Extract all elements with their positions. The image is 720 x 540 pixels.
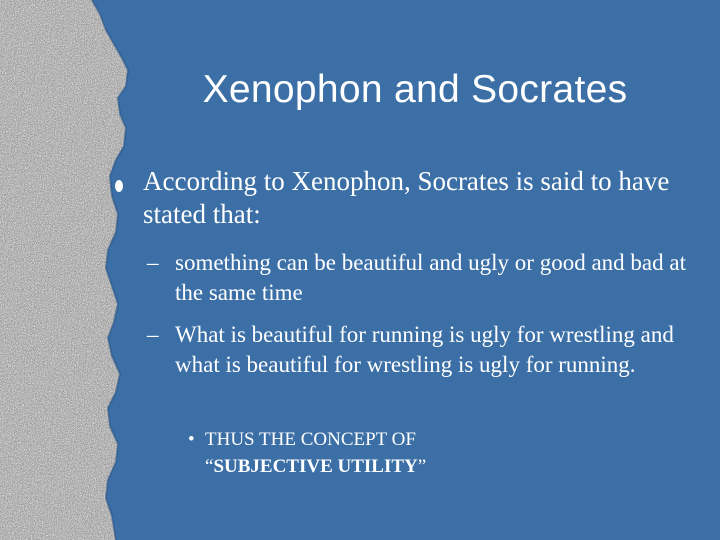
sub-sub-bullet-text	[205, 426, 685, 480]
bullet-dot-icon	[115, 180, 123, 192]
sub-bullet-text: something can be beautiful and ugly or good and bad at the same time	[175, 250, 686, 305]
small-bullet-icon: •	[188, 429, 195, 450]
utility-line	[205, 453, 685, 480]
sub-bullet-text: What is beautiful for running is ugly for wrestling and what is beautiful for wrestling is ugly for running.	[175, 322, 674, 377]
subjective-utility-term: SUBJECTIVE UTILITY	[213, 456, 418, 477]
slide-title: Xenophon and Socrates	[202, 68, 628, 111]
dash-icon: –	[147, 322, 159, 347]
open-quote: “	[205, 456, 214, 477]
bullet-text: According to Xenophon, Socrates is said to have stated that:	[143, 166, 670, 229]
close-quote: ”	[417, 456, 427, 477]
concept-line: THUS THE CONCEPT OF	[205, 429, 416, 450]
dash-icon: –	[147, 250, 159, 275]
